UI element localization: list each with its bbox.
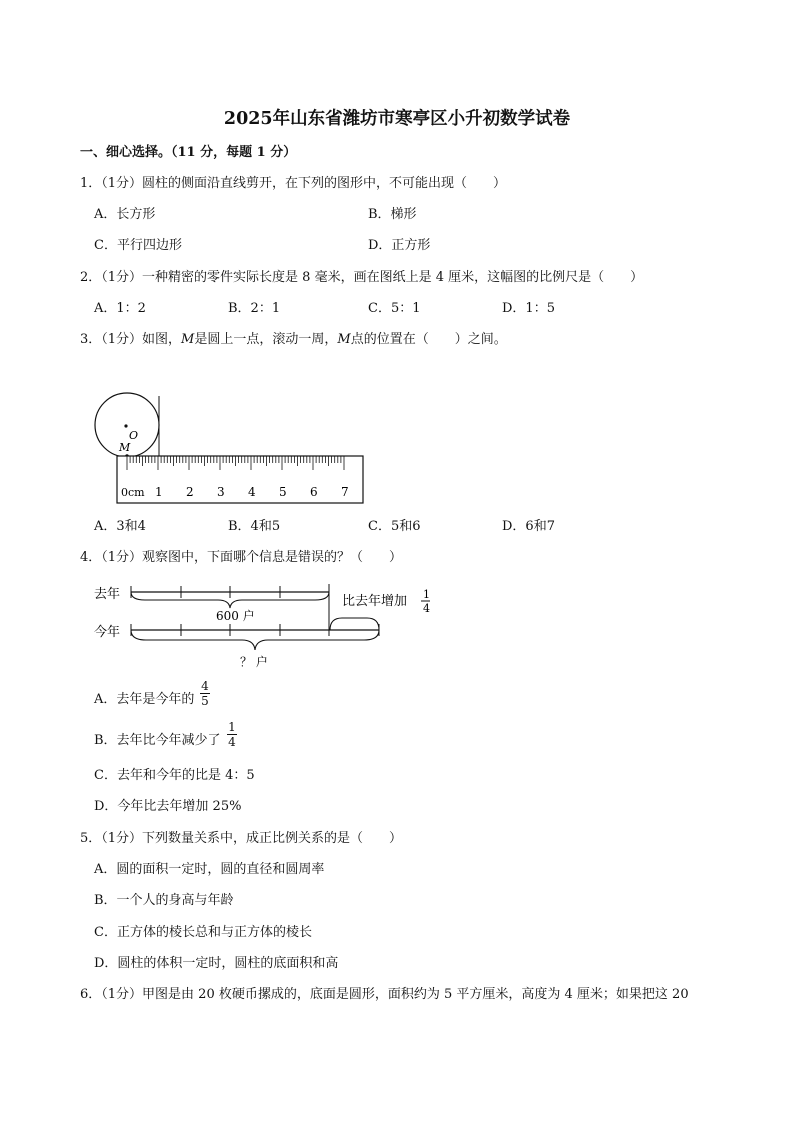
q5-option-a[interactable]: A．圆的面积一定时，圆的直径和圆周率 <box>94 862 325 877</box>
q5-option-c[interactable]: C．正方体的棱长总和与正方体的棱长 <box>94 925 312 940</box>
question-6-stem: 6．（1分）甲图是由 20 枚硬币摞成的，底面是圆形，面积约为 5 平方厘米，高度为 4 厘米；如果把这 20 <box>80 987 689 1002</box>
question-3-stem <box>80 332 507 348</box>
q1-option-b[interactable]: B．梯形 <box>368 207 417 222</box>
increase-brace-outline <box>329 608 379 626</box>
label-unknown-households: ？ 户 <box>240 655 268 669</box>
question-4-stem: 4．（1分）观察图中，下面哪个信息是错误的？（ ） <box>80 550 403 565</box>
q4-a-num: 4 <box>201 679 209 693</box>
q4-option-a-text: A．去年是今年的 <box>94 692 195 707</box>
label-last-year: 去年 <box>94 587 121 602</box>
q4-b-den: 4 <box>228 735 236 749</box>
ruler-number: 1 <box>155 485 163 499</box>
section-heading: 一、细心选择。（11 分，每题 1 分） <box>80 145 297 160</box>
q4-option-b-fraction <box>227 721 237 748</box>
q3-stem-post: 点的位置在（ ）之间。 <box>350 332 507 347</box>
ruler-number: 6 <box>310 485 318 499</box>
q4-option-a[interactable] <box>94 692 194 708</box>
q5-option-b[interactable]: B．一个人的身高与年龄 <box>94 893 234 908</box>
q3-stem-m1: M <box>181 332 195 347</box>
question-2-stem: 2．（1分）一种精密的零件实际长度是 8 毫米，画在图纸上是 4 厘米，这幅图的比例尺是（ ） <box>80 270 644 285</box>
this-year-brace <box>131 630 379 650</box>
ruler-number: 2 <box>186 485 194 499</box>
label-m: M <box>119 441 131 454</box>
increase-brace <box>329 608 390 624</box>
q3-stem-m2: M <box>337 332 351 347</box>
q2-option-d[interactable]: D．1：5 <box>502 301 555 316</box>
increase-frac-num: 1 <box>423 588 430 601</box>
q2-option-a[interactable]: A．1：2 <box>94 301 146 316</box>
q2-option-b[interactable]: B．2：1 <box>228 301 281 316</box>
q4-b-num: 1 <box>228 720 236 734</box>
ruler-number: 4 <box>248 485 256 499</box>
q5-option-d[interactable]: D．圆柱的体积一定时，圆柱的底面积和高 <box>94 956 339 971</box>
ruler-number: 5 <box>279 485 287 499</box>
q4-option-b-text: B．去年比今年减少了 <box>94 733 221 748</box>
center-dot <box>124 424 127 427</box>
increase-upper-brace <box>330 618 379 630</box>
q1-option-c[interactable]: C．平行四边形 <box>94 238 182 253</box>
label-o: O <box>129 429 139 442</box>
segment-diagram <box>90 578 450 674</box>
q3-option-a[interactable]: A．3和4 <box>94 519 146 534</box>
q4-option-d[interactable]: D．今年比去年增加 25% <box>94 799 242 814</box>
q3-option-b[interactable]: B．4和5 <box>228 519 281 534</box>
ruler-number: 3 <box>217 485 225 499</box>
q2-option-c[interactable]: C．5：1 <box>368 301 421 316</box>
q4-option-a-fraction <box>200 680 210 707</box>
q4-a-den: 5 <box>201 694 209 708</box>
q3-stem-pre: 3．（1分）如图， <box>80 332 182 347</box>
q4-option-c[interactable]: C．去年和今年的比是 4：5 <box>94 768 255 783</box>
label-this-year: 今年 <box>94 625 121 640</box>
q3-stem-mid: 是圆上一点，滚动一周， <box>194 332 338 347</box>
increase-frac-den: 4 <box>423 602 430 615</box>
ruler-number: 7 <box>341 485 349 499</box>
q1-option-a[interactable]: A．长方形 <box>94 207 156 222</box>
label-increase: 比去年增加 <box>342 594 408 609</box>
ruler-unit-label: 0cm <box>121 486 145 499</box>
q4-option-b[interactable] <box>94 733 221 749</box>
ruler-circle-figure <box>90 392 370 508</box>
q3-option-c[interactable]: C．5和6 <box>368 519 421 534</box>
question-5-stem: 5．（1分）下列数量关系中，成正比例关系的是（ ） <box>80 831 403 846</box>
ruler-body <box>117 456 363 503</box>
q3-option-d[interactable]: D．6和7 <box>502 519 555 534</box>
q1-option-d[interactable]: D．正方形 <box>368 238 431 253</box>
question-1-stem: 1．（1分）圆柱的侧面沿直线剪开，在下列的图形中，不可能出现（ ） <box>80 176 507 191</box>
label-600-households: 600 户 <box>216 609 255 623</box>
page-title: 2025年山东省潍坊市寒亭区小升初数学试卷 <box>223 109 571 129</box>
